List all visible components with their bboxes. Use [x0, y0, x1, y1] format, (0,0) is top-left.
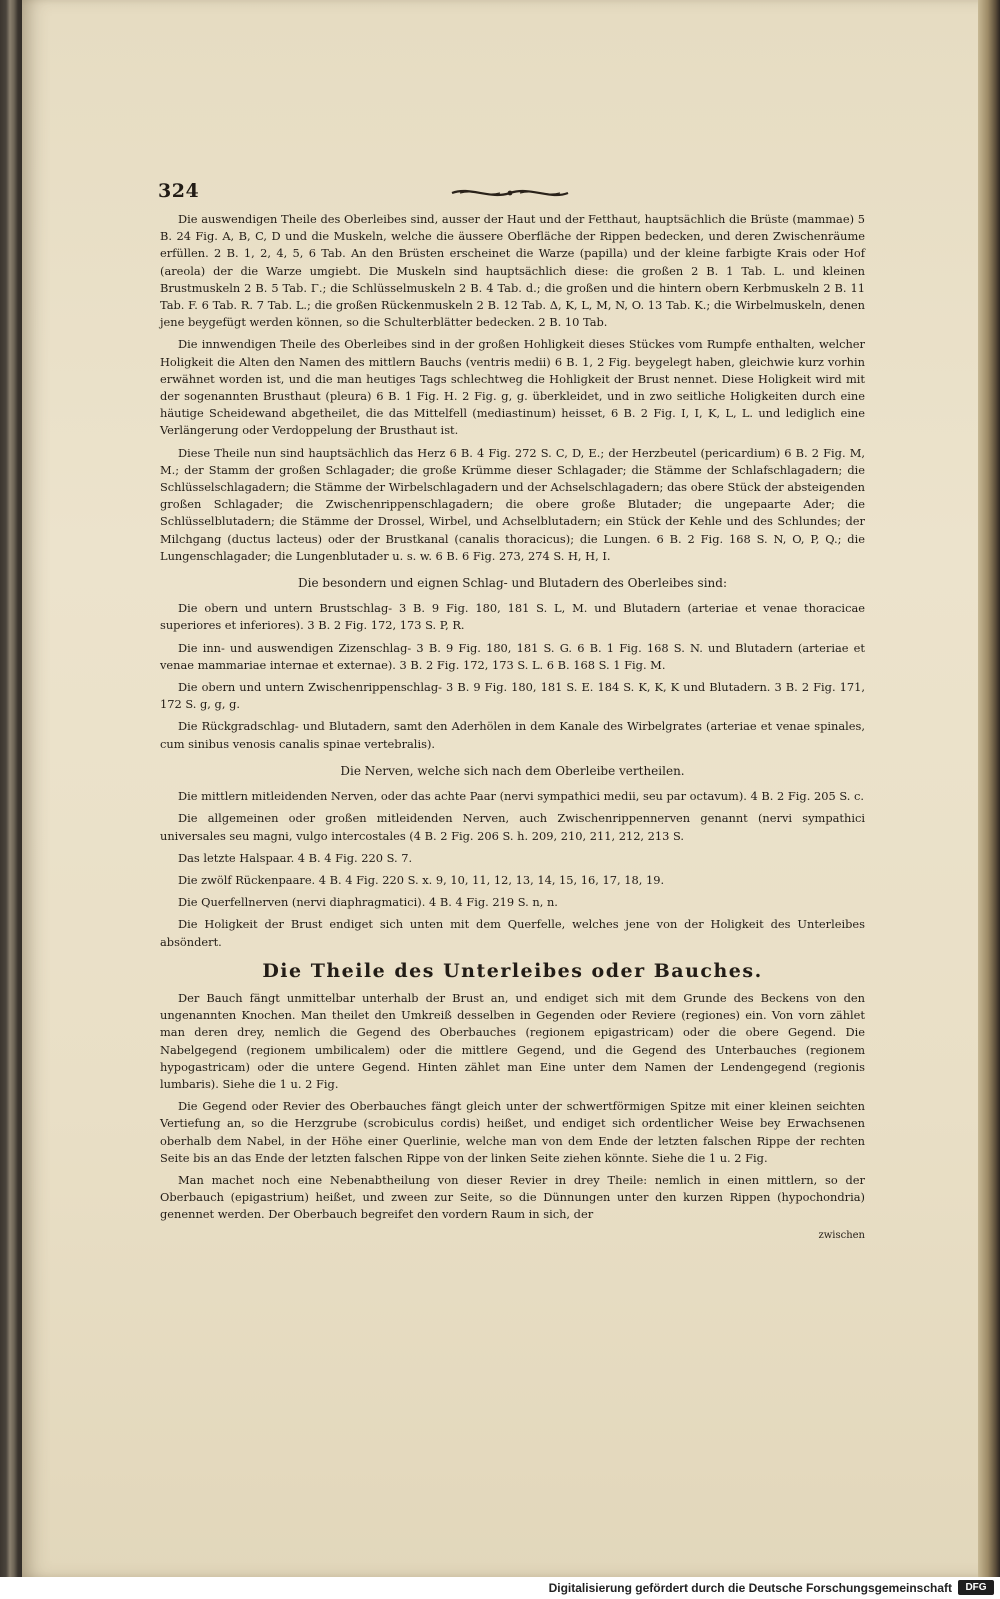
page-edge	[978, 0, 1000, 1577]
vessel-item: Die obern und untern Brustschlag- 3 B. 9 Fig. 180, 181 S. L, M. und Blutadern (arteriae et venae thoracicae superiores et inferiores). 3 B. 2 Fig. 172, 173 S. P, R.	[160, 601, 865, 633]
paragraph-abdomen: Die Gegend oder Revier des Oberbauches fängt gleich unter der schwertförmigen Spitze mit einer kleinen seichten Vertiefung an, so die Herzgrube (scrobiculus cordis) heißet, und endiget sich ordentlicher Weise bey Erwachsenen oberhalb dem Nabel, in der Höhe einer Querlinie, welche man von dem Ende der letzten falschen Rippe der rechten Seite bis an das Ende der letzten falschen Rippe von der linken Seite ziehen könnte. Siehe die 1 u. 2 Fig.	[160, 1099, 865, 1165]
nerve-item: Die allgemeinen oder großen mitleidenden Nerven, auch Zwischenrippennerven genannt (nervi sympathici universales seu magni, vulgo intercostales (4 B. 2 Fig. 206 S. h. 209, 210, 211, 212, 213 S.	[160, 811, 865, 843]
section-title: Die Theile des Unterleibes oder Bauches.	[262, 959, 763, 982]
nerve-item: Das letzte Halspaar. 4 B. 4 Fig. 220 S. 7.	[178, 850, 413, 865]
paragraph-abdomen: Man machet noch eine Nebenabtheilung von dieser Revier in drey Theile: nemlich in einen mittlern, so der Oberbauch (epigastrium) heißet, und zween zur Seite, so die Dünnungen unter den kurzen Rippen (hypochondria) genennet werden. Der Oberbauch begreifet den vordern Raum in sich, der	[160, 1172, 865, 1222]
nerve-item: Die mittlern mitleidenden Nerven, oder das achte Paar (nervi sympathici medii, seu par octavum). 4 B. 2 Fig. 205 S. c.	[178, 789, 864, 804]
nerve-item: Die zwölf Rückenpaare. 4 B. 4 Fig. 220 S. x. 9, 10, 11, 12, 13, 14, 15, 16, 17, 18, 19.	[178, 872, 665, 887]
vessels-heading: Die besondern und eignen Schlag- und Blutadern des Oberleibes sind:	[298, 576, 727, 591]
nerve-item: Die Holigkeit der Brust endiget sich unten mit dem Querfelle, welches jene von der Holigkeit des Unterleibes absöndert.	[160, 917, 865, 949]
dfg-logo: DFG	[958, 1580, 994, 1595]
nerve-item: Die Querfellnerven (nervi diaphragmatici). 4 B. 4 Fig. 219 S. n, n.	[178, 895, 558, 910]
vessel-item: Die Rückgradschlag- und Blutadern, samt den Aderhölen in dem Kanale des Wirbelgrates (arteriae et venae spinales, cum sinibus venosis canalis spinae vertebralis).	[160, 719, 865, 751]
page-number: 324	[158, 180, 200, 202]
page-content	[158, 180, 865, 1244]
paragraph-organs: Diese Theile nun sind hauptsächlich das Herz 6 B. 4 Fig. 272 S. C, D, E.; der Herzbeutel (pericardium) 6 B. 2 Fig. M, M.; der Stamm der großen Schlagader; die große Krümme dieser Schlagader; die Stämme der Schlafschlagadern; die Schlüsselschlagadern; die Stämme der Wirbelschlagadern und der Achselschlagadern; das obere Stück der absteigenden großen Schlagader; die Zwischenrippenschlagadern; die obere große Blutader; die ungepaarte Ader; die Schlüsselblutadern; die Stämme der Drossel, Wirbel, und Achselblutadern; ein Stück der Kehle und des Schlundes; der Milchgang (ductus lacteus) oder der Brustkanal (canalis thoracicus); die Lungen. 6 B. 2 Fig. 168 S. N, O, P, Q.; die Lungenschlagader; die Lungenblutader u. s. w. 6 B. 6 Fig. 273, 274 S. H, H, I.	[160, 445, 865, 563]
footer-bar	[0, 1577, 1000, 1599]
vessel-item: Die inn- und auswendigen Zizenschlag- 3 B. 9 Fig. 180, 181 S. G. 6 B. 1 Fig. 168 S. N. und Blutadern (arteriae et venae mammariae internae et externae). 3 B. 2 Fig. 172, 173 S. L. 6 B. 168 S. 1 Fig. M.	[160, 640, 865, 672]
footer-credit: Digitalisierung gefördert durch die Deutsche Forschungsgemeinschaft	[548, 1581, 952, 1595]
header-ornament	[450, 186, 570, 200]
page-header	[158, 180, 865, 205]
catchword: zwischen	[818, 1229, 865, 1241]
paragraph-inner-parts: Die innwendigen Theile des Oberleibes sind in der großen Hohligkeit dieses Stückes vom Rumpfe enthalten, welcher Holigkeit die Alten den Namen des mittlern Bauchs (ventris medii) 6 B. 1, 2 Fig. beygelegt haben, gleichwie kurz vorhin erwähnet worden ist, und die man heutiges Tags schlechtweg die Hohligkeit der Brust nennet. Diese Holigkeit wird mit der sogenannten Brusthaut (pleura) 6 B. 1 Fig. H. 2 Fig. g, g. überkleidet, und in zwo seitliche Holigkeiten durch eine häutige Scheidewand abgetheilet, die das Mittelfell (mediastinum) heisset, 6 B. 2 Fig. I, I, K, L, L. und lediglich eine Verlängerung oder Verdoppelung der Brusthaut ist.	[160, 337, 865, 438]
paragraph-outer-parts: Die auswendigen Theile des Oberleibes sind, ausser der Haut und der Fetthaut, hauptsächlich die Brüste (mammae) 5 B. 24 Fig. A, B, C, D und die Muskeln, welche die äussere Oberfläche der Rippen bedecken, und deren Zwischenräume erfüllen. 2 B. 1, 2, 4, 5, 6 Tab. An den Brüsten erscheinet die Warze (papilla) und der kleine farbigte Krais oder Hof (areola) der die Warze umgiebt. Die Muskeln sind hauptsächlich diese: die großen 2 B. 1 Tab. L. und kleinen Brustmuskeln 2 B. 5 Tab. Γ.; die Schlüsselmuskeln 2 B. 4 Tab. d.; die großen und die hintern obern Kerbmuskeln 2 B. 11 Tab. F. 6 Tab. R. 7 Tab. L.; die großen Rückenmuskeln 2 B. 12 Tab. Δ, K, L, M, N, O. 13 Tab. K.; die Wirbelmuskeln, denen jene beygefügt werden können, so die Schulterblätter bedecken. 2 B. 10 Tab.	[160, 212, 865, 330]
paragraph-abdomen: Der Bauch fängt unmittelbar unterhalb der Brust an, und endiget sich mit dem Grunde des Beckens von den ungenannten Knochen. Man theilet den Umkreiß desselben in Gegenden oder Reviere (regiones) ein. Von vorn zählet man deren drey, nemlich die Gegend des Oberbauches (regionem epigastricam) oder die obere Gegend. Die Nabelgegend (regionem umbilicalem) oder die mittlere Gegend, und die Gegend des Unterbauches (regionem hypogastricam) oder die untere Gegend. Hinten zählet man Eine unter dem Namen der Lendengegend (regionis lumbaris). Siehe die 1 u. 2 Fig.	[160, 990, 865, 1091]
vessel-item: Die obern und untern Zwischenrippenschlag- 3 B. 9 Fig. 180, 181 S. E. 184 S. K, K, K und Blutadern. 3 B. 2 Fig. 171, 172 S. g, g, g.	[160, 680, 865, 712]
nerves-heading: Die Nerven, welche sich nach dem Oberleibe vertheilen.	[340, 763, 685, 778]
